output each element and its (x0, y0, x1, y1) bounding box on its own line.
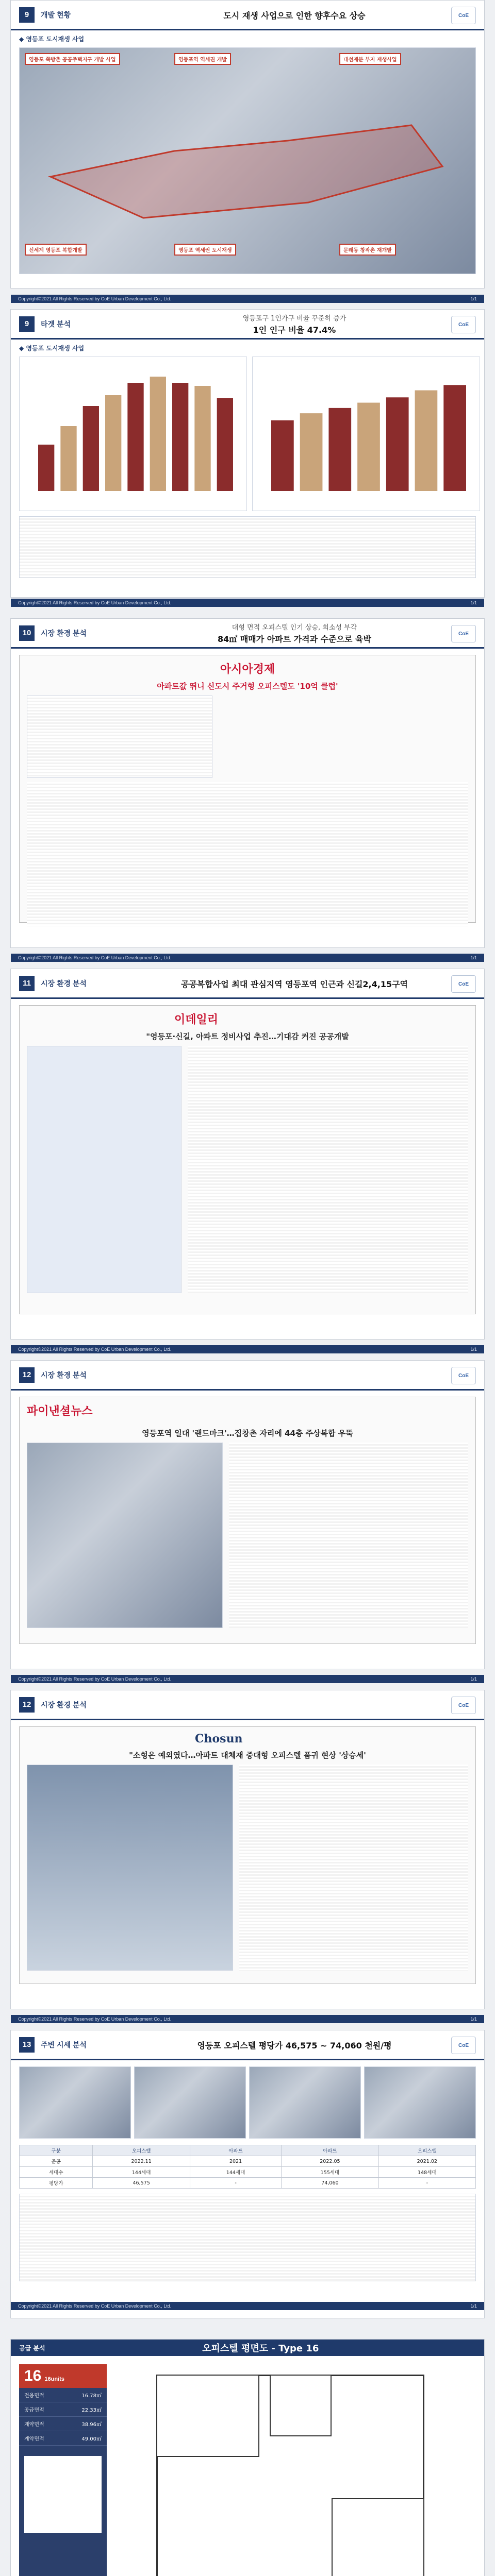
company-logo-icon: CoE (451, 1367, 476, 1384)
table-cell: 2021 (190, 2156, 281, 2167)
table-cell: 144세대 (190, 2167, 281, 2178)
news-chart-image (27, 696, 212, 778)
key-plan-image (24, 2456, 102, 2533)
table-header: 구분 (20, 2145, 93, 2156)
page-footer: Copyright©2021 All Rights Reserved by CoE Urban Development Co., Ltd. 1/1 (11, 295, 484, 303)
news-clipping (19, 1726, 476, 1984)
page-header (11, 2030, 484, 2060)
table-row (20, 2167, 476, 2178)
table-row (20, 2156, 476, 2167)
chart-bar (38, 445, 54, 491)
section-number: 9 (19, 316, 35, 332)
newspaper-logo: 파이낸셜뉴스 (27, 1404, 93, 1418)
section-number: 9 (19, 7, 35, 23)
header-subline: 영등포구 1인가구 비율 꾸준히 증가 (242, 314, 346, 323)
title-bar: 공급 분석 오피스텔 평면도 - Type 16 (11, 2340, 484, 2356)
page-header (11, 969, 484, 999)
section-category: 주변 시세 분석 (41, 2040, 87, 2049)
building-photo (364, 2066, 476, 2139)
section-number: 11 (19, 976, 35, 991)
section-category: 시장 환경 분석 (41, 629, 87, 637)
area-label: 문래동 창작촌 재개발 (339, 244, 396, 256)
table-header: 아파트 (190, 2145, 281, 2156)
section-number: 13 (19, 2037, 35, 2053)
aerial-map-image (19, 47, 476, 274)
news-body-text (188, 1046, 468, 1293)
page-target (10, 309, 485, 605)
chart-bar (194, 386, 210, 491)
header-subline: 대형 면적 오피스텔 인기 상승, 희소성 부각 (232, 623, 357, 632)
chart-bar (271, 420, 294, 491)
company-logo-icon: CoE (451, 2037, 476, 2054)
news-body-text (229, 1443, 468, 1628)
header-headline: 84㎡ 매매가 아파트 가격과 수준으로 육박 (218, 634, 371, 644)
section-number: 10 (19, 625, 35, 641)
page-market-1 (10, 618, 485, 960)
section-category: 개발 현황 (41, 10, 71, 19)
company-logo-icon: CoE (451, 7, 476, 24)
page-header (11, 1690, 484, 1720)
table-cell: 준공 (20, 2156, 93, 2167)
chart-bar (386, 397, 409, 491)
sub-title: ◆ 영등포 도시재생 사업 (19, 36, 85, 43)
area-row: 계약면적 38.96㎡ (19, 2417, 107, 2431)
area-row: 계약면적 49.00㎡ (19, 2431, 107, 2446)
page-footer: Copyright©2021 All Rights Reserved by CoE Urban Development Co., Ltd. 1/1 (11, 1345, 484, 1353)
table-cell: 2022.05 (282, 2156, 378, 2167)
news-map-image (27, 1443, 223, 1628)
table-cell: 74,060 (282, 2178, 378, 2189)
table-cell: 46,575 (93, 2178, 190, 2189)
page-market-3 (10, 1360, 485, 1682)
page-floorplan (10, 2339, 485, 2576)
page-header (11, 310, 484, 340)
chart-bar (328, 408, 351, 491)
page-development (10, 0, 485, 301)
page-footer: Copyright©2021 All Rights Reserved by CoE Urban Development Co., Ltd. 1/1 (11, 599, 484, 607)
company-logo-icon: CoE (451, 975, 476, 993)
table-cell: 세대수 (20, 2167, 93, 2178)
stats-table (19, 516, 476, 578)
news-body-text (27, 782, 468, 926)
page-footer: Copyright©2021 All Rights Reserved by CoE Urban Development Co., Ltd. 1/1 (11, 2302, 484, 2310)
newspaper-logo: 이데일리 (174, 1013, 219, 1026)
header-headline: 영등포 오피스텔 평당가 46,575 ~ 74,060 천원/평 (197, 2041, 392, 2050)
table-cell: - (190, 2178, 281, 2189)
table-header: 오피스텔 (93, 2145, 190, 2156)
chart-bar (172, 383, 188, 491)
chart-bar (150, 377, 166, 491)
chart-bar (357, 403, 380, 491)
chart-bar (83, 406, 99, 491)
news-map-image (27, 1046, 182, 1293)
news-body-text (239, 1765, 468, 1971)
newspaper-logo: Chosun (195, 1732, 243, 1745)
chart-bar (105, 395, 121, 491)
chart-bar (443, 385, 466, 491)
section-category: 시장 환경 분석 (41, 979, 87, 988)
page-footer: Copyright©2021 All Rights Reserved by CoE Urban Development Co., Ltd. 1/1 (11, 954, 484, 962)
section-number: 12 (19, 1367, 35, 1383)
table-cell: 148세대 (378, 2167, 475, 2178)
section-number: 12 (19, 1697, 35, 1713)
page-header (11, 619, 484, 649)
chart-bar (127, 383, 143, 491)
building-photo (134, 2066, 246, 2139)
news-headline: 아파트값 뛰니 신도시 주거형 오피스텔도 '10억 클럽' (157, 682, 338, 691)
news-headline: "소형은 예외였다…아파트 대체재 중대형 오피스텔 품귀 현상 '상승세' (129, 1751, 366, 1760)
chart-bar (415, 391, 438, 491)
news-headline: 영등포역 일대 '랜드마크'…집창촌 자리에 44층 주상복합 우뚝 (142, 1429, 353, 1438)
company-logo-icon: CoE (451, 625, 476, 642)
sub-title: ◆ 영등포 도시재생 사업 (19, 345, 85, 352)
table-cell: 144세대 (93, 2167, 190, 2178)
page-price (10, 2030, 485, 2318)
area-label: 영등포역 역세권 개발 (174, 53, 231, 65)
single-ratio-chart (252, 357, 480, 511)
unit-info-panel (19, 2364, 107, 2576)
page-market-2 (10, 969, 485, 1352)
header-headline: 공공복합사업 최대 관심지역 영등포역 인근과 신길2,4,15구역 (180, 979, 408, 989)
building-photo (249, 2066, 361, 2139)
section-category: 시장 환경 분석 (41, 1370, 87, 1379)
table-row (20, 2178, 476, 2189)
company-logo-icon: CoE (451, 316, 476, 333)
news-photo (27, 1765, 233, 1971)
page-header (11, 1, 484, 30)
table-header: 오피스텔 (378, 2145, 475, 2156)
page-footer: Copyright©2021 All Rights Reserved by CoE Urban Development Co., Ltd. 1/1 (11, 2015, 484, 2023)
area-row: 공급면적 22.33㎡ (19, 2402, 107, 2417)
unit-type: 16 16units (19, 2364, 107, 2388)
floor-plan-drawing (115, 2364, 476, 2576)
area-label: 영등포 역세권 도시재생 (174, 244, 236, 256)
chart-bar (60, 426, 76, 491)
table-cell: 155세대 (282, 2167, 378, 2178)
building-photo (19, 2066, 131, 2139)
news-clipping (19, 1005, 476, 1314)
table-cell: 평당가 (20, 2178, 93, 2189)
header-headline: 1인 인구 비율 47.4% (253, 325, 336, 335)
area-label: 영등포 쪽방촌 공공주택지구 개발 사업 (25, 53, 120, 65)
household-chart (19, 357, 247, 511)
news-headline: "영등포·신길, 아파트 정비사업 추진…기대감 커진 공공개발 (146, 1032, 349, 1041)
area-label: 대선제분 부지 재생사업 (339, 53, 401, 65)
section-category: 시장 환경 분석 (41, 1700, 87, 1709)
section-category: 타겟 분석 (41, 319, 71, 328)
page-market-4 (10, 1690, 485, 2022)
area-label: 신세계 영등포 복합개발 (25, 244, 87, 256)
newspaper-logo: 아시아경제 (220, 663, 275, 676)
header-headline: 도시 재생 사업으로 인한 향후수요 상승 (223, 11, 366, 21)
chart-bar (300, 413, 323, 491)
news-clipping (19, 655, 476, 923)
area-row: 전용면적 16.78㎡ (19, 2388, 107, 2402)
chart-bar (217, 398, 233, 491)
page-header (11, 1361, 484, 1391)
detail-table (19, 2194, 476, 2281)
table-cell: 2021.02 (378, 2156, 475, 2167)
page-footer: Copyright©2021 All Rights Reserved by CoE Urban Development Co., Ltd. 1/1 (11, 1675, 484, 1683)
news-clipping (19, 1397, 476, 1644)
table-cell: - (378, 2178, 475, 2189)
company-logo-icon: CoE (451, 1697, 476, 1714)
table-header: 아파트 (282, 2145, 378, 2156)
page-title: 오피스텔 평면도 - Type 16 (202, 2343, 319, 2354)
table-cell: 2022.11 (93, 2156, 190, 2167)
price-table (19, 2145, 476, 2189)
